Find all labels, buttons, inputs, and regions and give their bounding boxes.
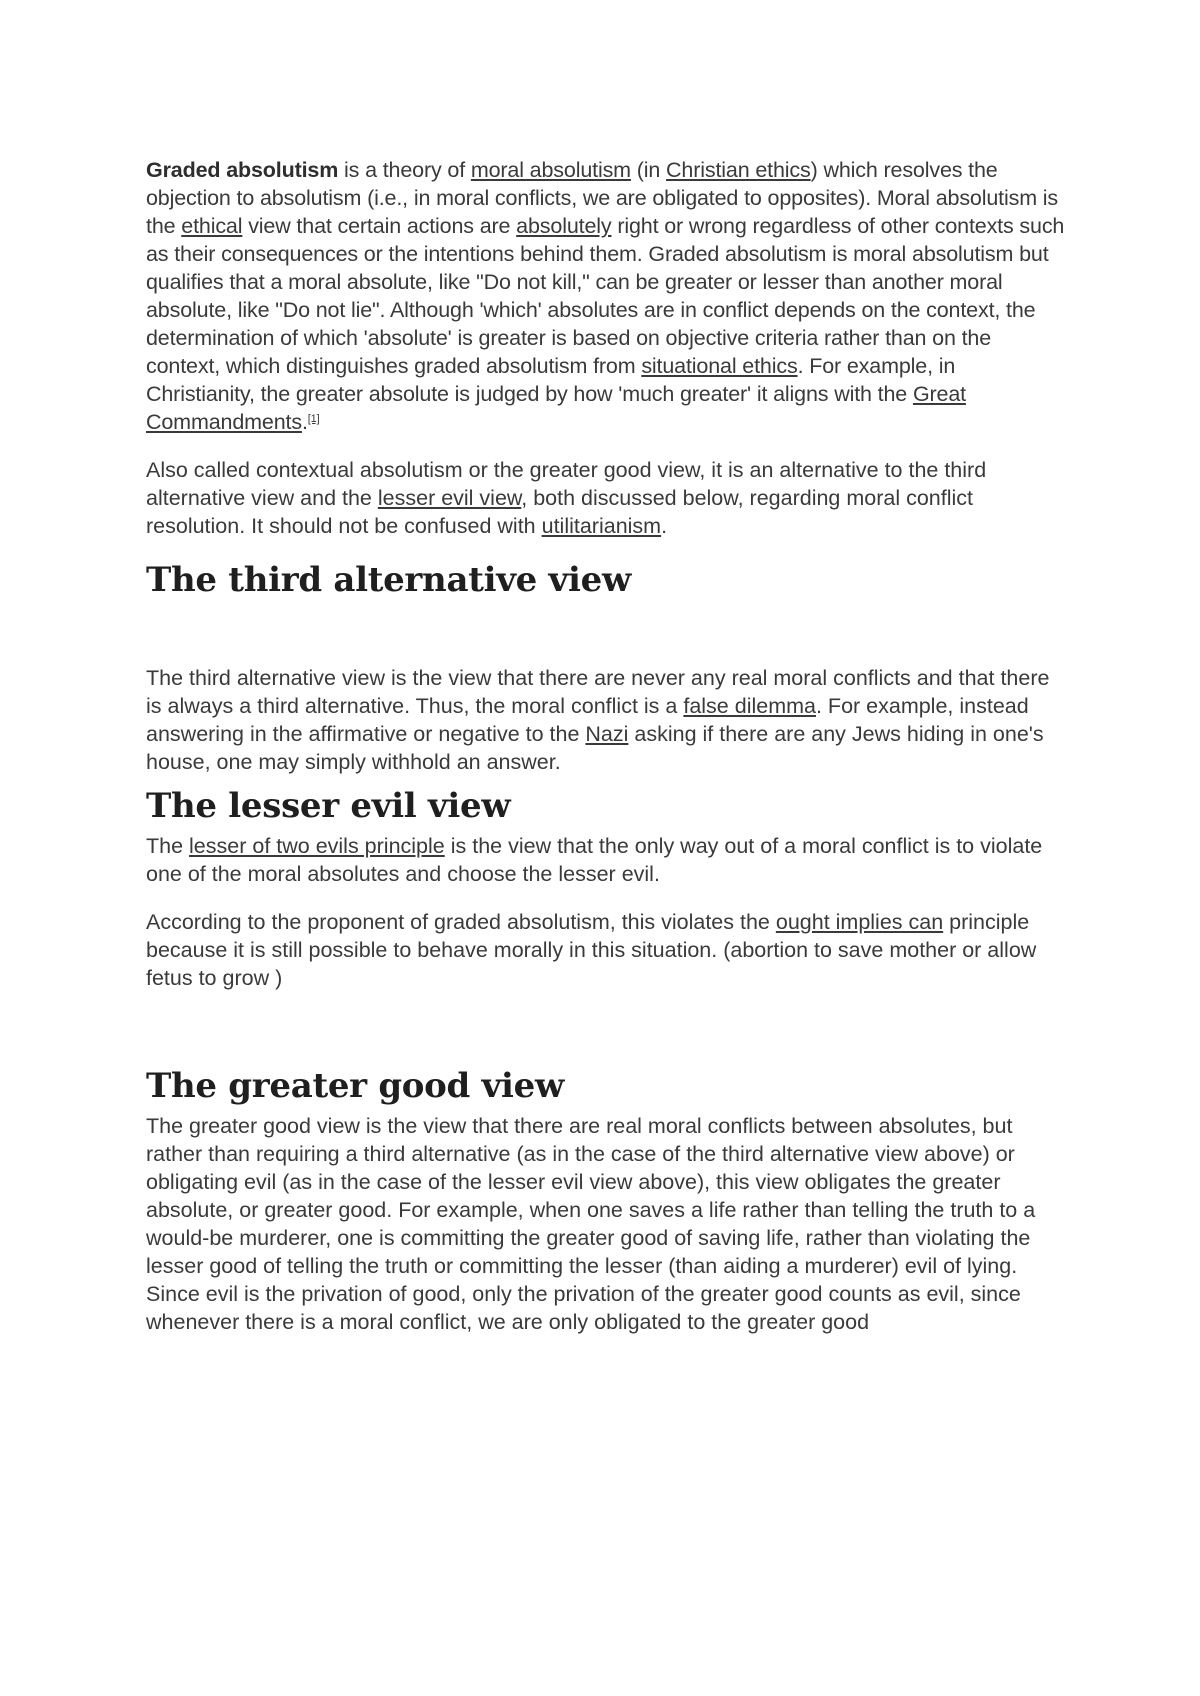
- third-text-2: . For example, instead answering in the affirmative or negative to the: [146, 694, 1029, 746]
- para2-text-1: Also called contextual absolutism or the greater good view, it is an alternative to the third alternative view and the: [146, 458, 987, 510]
- link-lesser-evil-view[interactable]: lesser evil view: [377, 486, 522, 510]
- lesser-p2-text-1: According to the proponent of graded absolutism, this violates the: [146, 910, 776, 934]
- lesser-p2-text-2: principle because it is still possible to behave morally in this situation. (abortion to save mother or allow fetus to grow ): [146, 910, 1037, 990]
- link-nazi[interactable]: Nazi: [585, 722, 629, 746]
- link-lesser-of-two-evils-principle[interactable]: lesser of two evils principle: [189, 834, 445, 858]
- para2-text-3: .: [661, 514, 668, 538]
- link-christian-ethics[interactable]: Christian ethics: [666, 158, 811, 182]
- lesser-evil-paragraph-2: [146, 908, 1066, 992]
- para2-text-2: , both discussed below, regarding moral conflict resolution. It should not be confused with: [146, 486, 974, 538]
- intro-text-3: ) which resolves the objection to absolutism (i.e., in moral conflicts, we are obligated to opposites). Moral absolutism is the: [146, 158, 1059, 238]
- link-great-commandments[interactable]: Great Commandments: [146, 382, 966, 434]
- link-situational-ethics[interactable]: situational ethics: [641, 354, 798, 378]
- link-utilitarianism[interactable]: utilitarianism: [541, 514, 662, 538]
- intro-text-5: right or wrong regardless of other contexts such as their consequences or the intentions behind them. Graded absolutism is moral absolutism but qualifies that a moral absolute, like "Do not kill," can be greater or lesser than another moral absolute, like "Do not lie". Although 'which' absolutes are in conflict depends on the context, the determination of which 'absolute' is greater is based on objective criteria rather than on the context, which distinguishes graded absolutism from: [146, 214, 1065, 378]
- third-alternative-paragraph: [146, 664, 1066, 776]
- heading-third-alternative-view: The third alternative view: [146, 560, 631, 600]
- link-ethical[interactable]: ethical: [181, 214, 243, 238]
- lesser-p1-text-2: is the view that the only way out of a moral conflict is to violate one of the moral absolutes and choose the lesser evil.: [146, 834, 1043, 886]
- second-paragraph: [146, 456, 1066, 540]
- intro-paragraph: [146, 156, 1066, 436]
- intro-text-7: .: [301, 410, 308, 434]
- intro-text-4: view that certain actions are: [242, 214, 517, 238]
- lesser-p1-text-1: The: [146, 834, 190, 858]
- link-moral-absolutism[interactable]: moral absolutism: [470, 158, 631, 182]
- greater-good-paragraph: The greater good view is the view that there are real moral conflicts between absolutes, but rather than requiring a third alternative (as in the case of the third alternative view above) or obligating evil (as in the case of the lesser evil view above), this view obligates the greater absolute, or greater good. For example, when one saves a life rather than telling the truth to a would-be murderer, one is committing the greater good of saving life, rather than violating the lesser good of telling the truth or committing the lesser (than aiding a murderer) evil of lying. Since evil is the privation of good, only the privation of the greater good counts as evil, since whenever there is a moral conflict, we are only obligated to the greater good: [146, 1114, 1036, 1334]
- heading-lesser-evil-view: The lesser evil view: [146, 786, 511, 826]
- link-absolutely[interactable]: absolutely: [516, 214, 612, 238]
- link-false-dilemma[interactable]: false dilemma: [683, 694, 816, 718]
- intro-text-6: . For example, in Christianity, the greater absolute is judged by how 'much greater' it aligns with the: [146, 354, 956, 406]
- third-text-1: The third alternative view is the view that there are never any real moral conflicts and that there is always a third alternative. Thus, the moral conflict is a: [146, 666, 1050, 718]
- document-page: [146, 156, 1066, 1336]
- heading-greater-good-view: The greater good view: [146, 1066, 564, 1106]
- link-ought-implies-can[interactable]: ought implies can: [775, 910, 944, 934]
- lesser-evil-paragraph-1: [146, 832, 1066, 888]
- intro-text-2: (in: [630, 158, 667, 182]
- intro-text-1: is a theory of: [338, 158, 471, 182]
- footnote-ref: [308, 413, 320, 425]
- third-text-3: asking if there are any Jews hiding in one's house, one may simply withhold an answer.: [146, 722, 1044, 774]
- term-graded-absolutism: Graded absolutism: [146, 158, 339, 182]
- footnote-link-1[interactable]: [1]: [307, 413, 320, 425]
